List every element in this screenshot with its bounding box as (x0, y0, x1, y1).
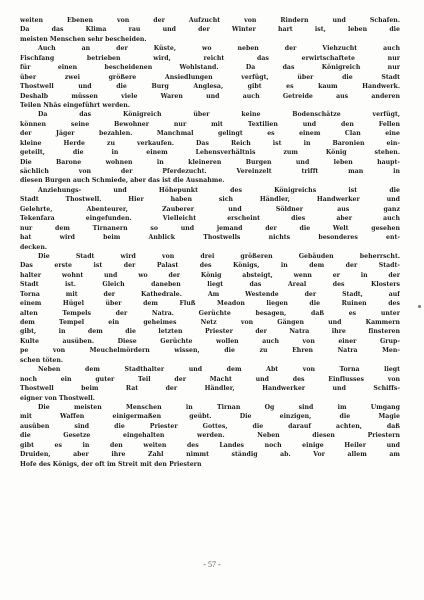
text-line: die Gesetze eingehalten werden. Neben diesen Priestern (20, 432, 400, 440)
text-line: Auch an der Küste, wo neben der Viehzucht auch (38, 45, 400, 53)
text-line: Gelehrte, Abenteurer, Zauberer und Söldner aus ganz (20, 205, 400, 213)
text-line: nur dem Tirnanern so und jemand der die Welt gesehen (20, 224, 400, 232)
text-line: dem Tempel ein geheimes Netz von Gängen und Kammern (20, 319, 400, 326)
text-line: Thostwell und die Burg Anglesa, gibt es kaum Handwerk. (20, 83, 400, 91)
paragraph (20, 110, 400, 186)
text-line: Die Stadt wird von drei größeren Gebäuden beherrscht. (38, 252, 400, 260)
paragraph (20, 44, 400, 110)
text-line: Thostwell beim Rat der Händler, Handwerker und Schiffs- (20, 385, 400, 393)
text-line: Stadt Thostwell. Hier haben sich Händler, Handwerker und (20, 196, 400, 204)
text-line: decken. (20, 243, 48, 251)
text-line: noch ein guter Teil der Macht und des Einflusses von (20, 375, 400, 383)
text-line: Neben dem Stadthalter und dem Abt von Torna liegt (38, 366, 400, 374)
text-line: Die Barone wohnen in kleineren Burgen und leben haupt- (20, 158, 400, 166)
body-text (20, 16, 400, 469)
paragraph (20, 252, 400, 365)
margin-mark (418, 305, 421, 308)
text-line: diesen Burgen auch Schmiede, aber das ist die Ausnahme. (20, 177, 225, 185)
text-line: Das erste ist der Palast des Königs, in dem der Stadt- (20, 262, 400, 270)
text-line: meisten Menschen sehr bescheiden. (20, 35, 147, 43)
text-line: mit Waffen einigermaßen geübt. Die einzigen, die Magie (20, 413, 400, 421)
text-line: eigner von Thostwell. (20, 394, 95, 402)
text-line: gibt, in dem die letzten Priester der Natra ihre finsteren (20, 328, 400, 336)
text-line: einem Hügel über dem Fluß Meadon liegen die Ruinen des (20, 300, 400, 308)
text-line: für einen bescheidenen Wohlstand. Da das Königreich nur (20, 64, 400, 72)
text-line: Hofe des Königs, der oft im Streit mit den Priestern (20, 460, 202, 468)
text-line: alten Tempels der Natra. Gerüchte besagen, daß es unter (20, 309, 400, 317)
text-line: Stadt ist. Gleich daneben liegt das Areal des Klosters (20, 281, 400, 289)
text-line: gibt es in den weiten des Landes noch einige Heiler und (20, 441, 400, 449)
text-line: schen töten. (20, 356, 64, 364)
text-line: halter wohnt und wo der König absteigt, wenn er in der (20, 271, 400, 279)
text-line: sächlich von der Pferdezucht. Vereinzelt trifft man in (20, 168, 400, 175)
text-line: Teilen Nhâs eingeführt werden. (20, 101, 130, 109)
text-line: pe von Meuchelmördern wissen, die zu Ehren Natra Men- (20, 347, 400, 355)
text-line: Die meisten Menschen in Tirnan Og sind im Umgang (38, 403, 400, 411)
text-line: können seine Bewohner nur mit Textilien und den Fellen (20, 120, 400, 128)
paragraph (20, 403, 400, 469)
text-line: hat wird beim Anblick Thostwells nichts besonderes ent- (20, 234, 400, 242)
text-line: Druiden, aber ihre Zahl nimmt ständig ab. Vor allem am (20, 451, 400, 459)
text-line: Torna mit der Kathedrale. Am Westende der Stadt, auf (20, 290, 400, 298)
text-line: ausüben sind die Priester Gottes, die darauf achten, daß (20, 422, 400, 430)
text-line: Tekenfara eingefunden. Vielleicht erscheint dies aber auch (20, 215, 400, 223)
paragraph (20, 16, 400, 44)
text-line: kleine Herde zu verkaufen. Das Reich ist in Baronien ein- (20, 139, 400, 147)
paragraph (20, 365, 400, 403)
text-line: Fischfang betrieben wird, reicht das erwirtschaftete nur (20, 54, 400, 62)
page-number: - 57 - (203, 560, 221, 569)
text-line: weiten Ebenen von der Aufzucht von Rindern und Schafen. (20, 17, 400, 24)
text-line: Da das Klima rau und der Winter hart ist, leben die (20, 26, 400, 34)
text-line: Da das Königreich über keine Bodenschätze verfügt, (38, 111, 400, 119)
text-line: der Jäger bezahlen. Manchmal gelingt es einem Clan eine (20, 130, 400, 138)
text-line: Deshalb müssen viele Waren und auch Getreide aus anderen (20, 92, 400, 100)
text-line: Anziehungs- und Höhepunkt des Königreichs ist die (38, 186, 400, 194)
paragraph (20, 186, 400, 252)
text-line: geteilt, die in einem Lehensverhältnis zum König stehen. (20, 149, 400, 157)
text-line: Kulte ausüben. Diese Gerüchte wollen auch von einer Grup- (20, 337, 400, 345)
text-line: über zwei größere Ansiedlungen verfügt, über die Stadt (20, 73, 400, 81)
